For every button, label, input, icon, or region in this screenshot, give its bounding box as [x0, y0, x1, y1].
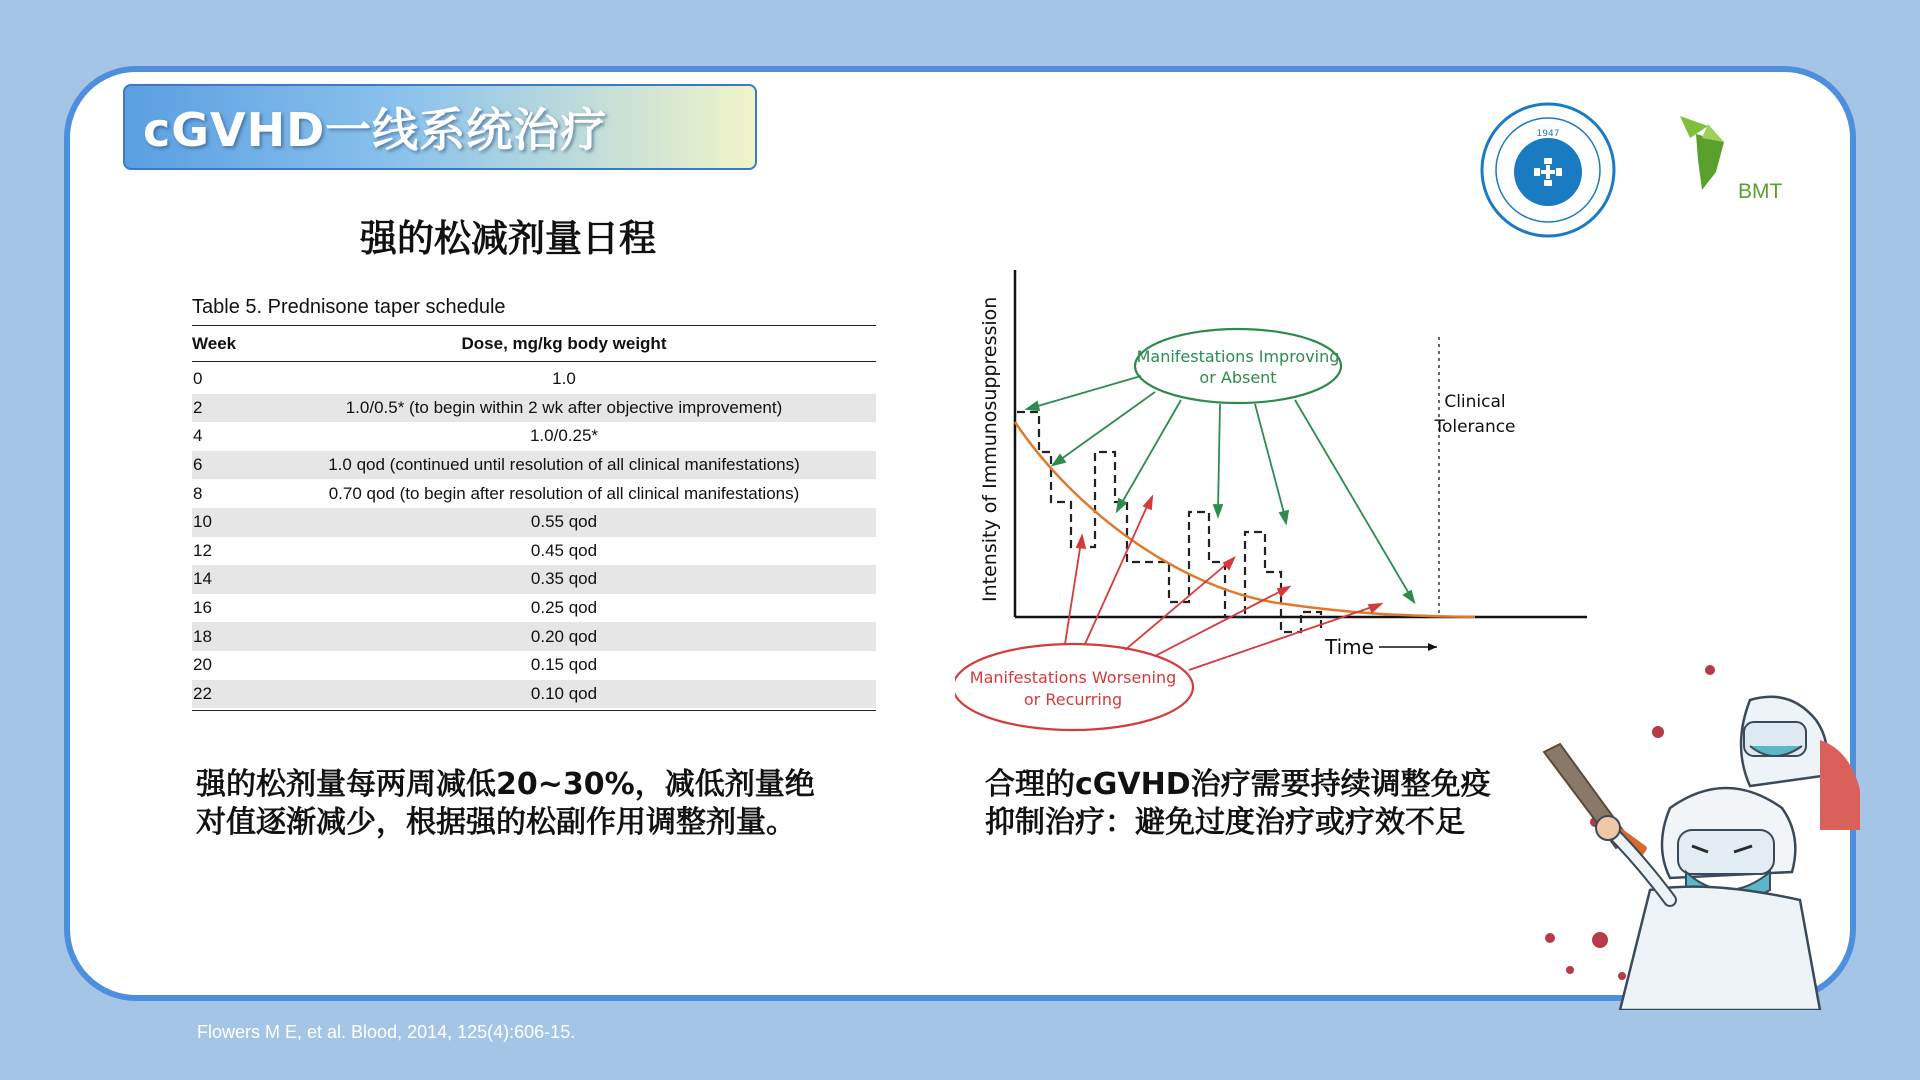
hospital-year: 1947: [1536, 129, 1560, 139]
improving-label-2: or Absent: [1199, 368, 1277, 387]
taper-note-line-2: 对值逐渐减少，根据强的松副作用调整剂量。: [196, 805, 796, 840]
tolerance-label-1: Clinical: [1444, 392, 1506, 412]
table-row: [192, 594, 876, 623]
immunosuppression-diagram: [955, 262, 1595, 742]
improving-label-1: Manifestations Improving: [1136, 347, 1340, 366]
cell-week: 22: [193, 683, 212, 703]
bmt-logo-text: BMT: [1738, 180, 1783, 202]
table-row: [192, 680, 876, 709]
bmt-logo-icon: [1672, 112, 1802, 202]
cell-week: 10: [193, 512, 212, 532]
title-banner: [123, 84, 757, 170]
cell-dose: 0.70 qod (to begin after resolution of all clinical manifestations): [328, 483, 800, 503]
x-axis-label: Time: [1325, 635, 1374, 659]
table-row: [192, 451, 876, 480]
table-row: [192, 422, 876, 451]
hospital-logo-icon: [1478, 100, 1618, 240]
y-axis-label: Intensity of Immunosuppression: [979, 296, 1001, 602]
cell-dose: 0.10 qod: [530, 683, 598, 703]
cell-dose: 1.0/0.25*: [529, 426, 599, 446]
cell-week: 18: [193, 626, 212, 646]
worsening-label-2: or Recurring: [1023, 690, 1123, 709]
cell-week: 14: [193, 569, 212, 589]
table-row: [192, 651, 876, 680]
table-row: [192, 508, 876, 537]
cell-week: 6: [193, 455, 203, 475]
cell-dose: 1.0: [552, 369, 576, 389]
cell-dose: 0.55 qod: [530, 512, 598, 532]
table-row: [192, 537, 876, 566]
cell-week: 20: [193, 655, 212, 675]
cell-week: 0: [193, 369, 203, 389]
taper-note-line-1: 强的松剂量每两周减低20~30%，减低剂量绝: [196, 767, 815, 802]
table-caption: Table 5. Prednisone taper schedule: [192, 296, 876, 326]
worsening-ellipse: [955, 644, 1193, 730]
cell-dose: 0.15 qod: [530, 655, 598, 675]
table-row: [192, 565, 876, 594]
improving-ellipse: [1135, 329, 1341, 403]
cell-dose: 1.0 qod (continued until resolution of all clinical manifestations): [328, 455, 800, 475]
medical-worker-illustration-icon: [1530, 640, 1860, 1010]
prednisone-table: [192, 296, 876, 711]
column-header-week: Week: [192, 334, 237, 353]
table-body: [192, 362, 876, 711]
treatment-note-line-1: 合理的cGVHD治疗需要持续调整免疫: [985, 767, 1491, 802]
table-row: [192, 365, 876, 394]
table-heading: 强的松减剂量日程: [360, 217, 656, 260]
worsening-label-1: Manifestations Worsening: [969, 668, 1177, 687]
treatment-note: [985, 766, 1545, 842]
cell-dose: 0.35 qod: [530, 569, 598, 589]
cell-dose: 0.20 qod: [530, 626, 598, 646]
citation: Flowers M E, et al. Blood, 2014, 125(4):606-15.: [197, 1022, 576, 1042]
cell-week: 16: [193, 598, 212, 618]
cell-week: 2: [193, 397, 203, 417]
cell-dose: 1.0/0.5* (to begin within 2 wk after objective improvement): [345, 397, 783, 417]
taper-note: [196, 766, 856, 842]
dose-step-line: [1017, 412, 1321, 632]
slide-title: cGVHD一线系统治疗: [143, 103, 608, 157]
cell-week: 8: [193, 483, 203, 503]
treatment-note-line-2: 抑制治疗：避免过度治疗或疗效不足: [985, 805, 1465, 840]
table-row: [192, 479, 876, 508]
column-header-dose: Dose, mg/kg body weight: [461, 334, 667, 353]
cell-dose: 0.45 qod: [530, 540, 598, 560]
tolerance-label-2: Tolerance: [1434, 417, 1516, 437]
table-header: [192, 326, 876, 362]
table-row: [192, 394, 876, 423]
table-row: [192, 622, 876, 651]
cell-week: 12: [193, 540, 212, 560]
cell-dose: 0.25 qod: [530, 598, 598, 618]
cell-week: 4: [193, 426, 203, 446]
